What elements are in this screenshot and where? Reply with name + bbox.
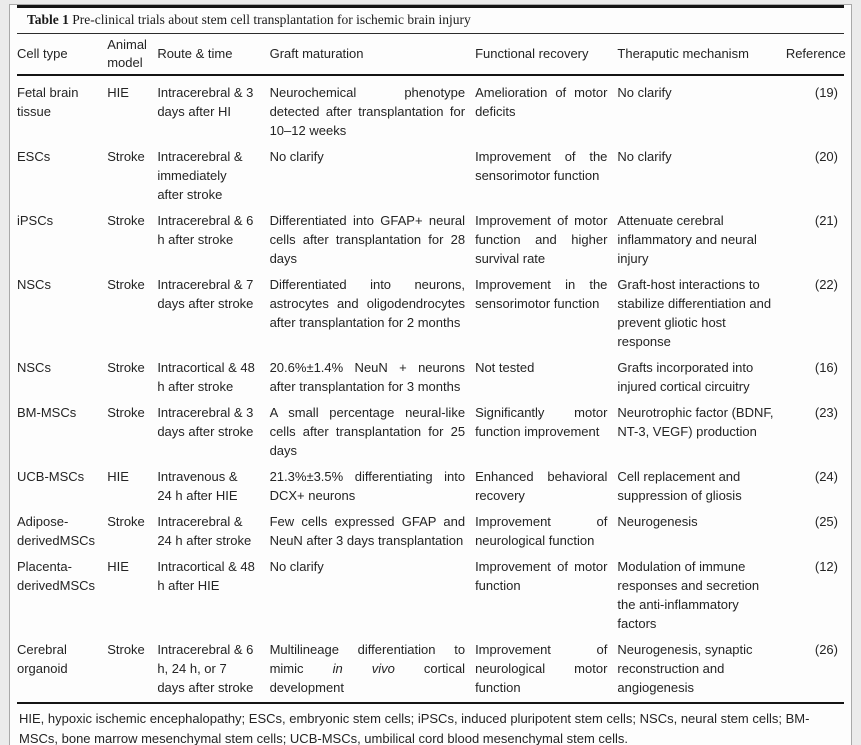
therapeutic-mechanism-cell: Graft-host interactions to stabilize differentiation and prevent gliotic host response [617, 277, 772, 349]
graft-maturation-cell: Neurochemical phenotype detected after transplantation for 10–12 weeks [269, 85, 466, 138]
animal-model-cell: HIE [107, 85, 129, 100]
therapeutic-mechanism-cell: Grafts incorporated into injured cortical circuitry [617, 360, 754, 394]
route-time-cell: Intracortical & 48 h after stroke [157, 360, 255, 394]
table-number: Table 1 [27, 12, 69, 27]
table-row [17, 204, 844, 268]
table-row [17, 505, 844, 550]
therapeutic-mechanism-cell: Neurotrophic factor (BDNF, NT-3, VEGF) production [617, 405, 774, 439]
table-header [17, 34, 844, 75]
column-header-reference: Reference [786, 34, 844, 75]
cell-type-cell: NSCs [17, 277, 51, 292]
functional-recovery-cell: Not tested [475, 360, 535, 375]
graft-maturation-cell: Differentiated into GFAP+ neural cells after transplantation for 28 days [269, 213, 466, 266]
therapeutic-mechanism-cell: Neurogenesis [617, 514, 698, 529]
route-time-cell: Intracerebral & immediately after stroke [157, 149, 243, 202]
reference-cell: (26) [814, 642, 838, 657]
reference-cell: (25) [814, 514, 838, 529]
graft-maturation-cell: No clarify [269, 559, 324, 574]
animal-model-cell: Stroke [107, 277, 145, 292]
column-header-route-time: Route & time [157, 34, 269, 75]
cell-type-cell: UCB-MSCs [17, 469, 85, 484]
therapeutic-mechanism-cell: Modulation of immune responses and secretion the anti-inflammatory factors [617, 559, 760, 631]
reference-cell: (22) [814, 277, 838, 292]
functional-recovery-cell: Improvement in the sensorimotor function [475, 277, 608, 311]
therapeutic-mechanism-cell: Cell replacement and suppression of gliosis [617, 469, 742, 503]
column-header-graft-maturation: Graft maturation [270, 34, 475, 75]
table-row [17, 460, 844, 505]
graft-maturation-cell: Multilineage differentiation to mimic in vivo cortical development [269, 642, 466, 695]
header-row [17, 34, 844, 75]
reference-cell: (12) [814, 559, 838, 574]
reference-cell: (20) [814, 149, 838, 164]
cell-type-cell: ESCs [17, 149, 51, 164]
column-header-functional-recovery: Functional recovery [475, 34, 617, 75]
route-time-cell: Intracerebral & 24 h after stroke [157, 514, 252, 548]
cell-type-cell: Adipose-derivedMSCs [17, 514, 96, 548]
animal-model-cell: Stroke [107, 149, 145, 164]
animal-model-cell: Stroke [107, 360, 145, 375]
table-row [17, 140, 844, 204]
table-footnote: HIE, hypoxic ischemic encephalopathy; ESCs, embryonic stem cells; iPSCs, induced pluripotent stem cells; NSCs, neural stem cells; BM-MSCs, bone marrow mesenchymal stem cells; UCB-MSCs, umbilical cord blood mesenchymal stem cells. [19, 711, 810, 745]
table-row [17, 75, 844, 140]
table-row [17, 268, 844, 351]
route-time-cell: Intracerebral & 6 h after stroke [157, 213, 254, 247]
cell-type-cell: iPSCs [17, 213, 54, 228]
functional-recovery-cell: Enhanced behavioral recovery [475, 469, 608, 503]
reference-cell: (16) [814, 360, 838, 375]
functional-recovery-cell: Amelioration of motor deficits [475, 85, 608, 119]
functional-recovery-cell: Improvement of neurological motor function [475, 642, 608, 695]
table-row [17, 633, 844, 703]
column-header-animal-model: Animal model [107, 34, 157, 75]
table-body [17, 75, 844, 703]
therapeutic-mechanism-cell: No clarify [617, 149, 672, 164]
graft-maturation-cell: A small percentage neural-like cells after transplantation for 25 days [269, 405, 466, 458]
cell-type-cell: NSCs [17, 360, 51, 375]
graft-maturation-cell: No clarify [269, 149, 324, 164]
functional-recovery-cell: Significantly motor function improvement [475, 405, 608, 439]
column-header-cell-type: Cell type [17, 34, 107, 75]
cell-type-cell: Placenta-derivedMSCs [17, 559, 96, 593]
trials-table [17, 34, 844, 704]
animal-model-cell: HIE [107, 469, 129, 484]
cell-type-cell: Fetal brain tissue [17, 85, 79, 119]
table-caption [17, 5, 844, 34]
route-time-cell: Intracerebral & 3 days after HI [157, 85, 254, 119]
graft-maturation-cell: 20.6%±1.4% NeuN + neurons after transplantation for 3 months [269, 360, 466, 394]
table-row [17, 351, 844, 396]
route-time-cell: Intracerebral & 7 days after stroke [157, 277, 254, 311]
reference-cell: (19) [814, 85, 838, 100]
therapeutic-mechanism-cell: No clarify [617, 85, 672, 100]
table-row [17, 550, 844, 633]
reference-cell: (24) [814, 469, 838, 484]
functional-recovery-cell: Improvement of the sensorimotor function [475, 149, 608, 183]
cell-type-cell: Cerebral organoid [17, 642, 68, 676]
reference-cell: (21) [814, 213, 838, 228]
graft-maturation-cell: Few cells expressed GFAP and NeuN after 3 days transplantation [269, 514, 466, 548]
graft-maturation-cell: 21.3%±3.5% differentiating into DCX+ neurons [269, 469, 466, 503]
graft-maturation-cell: Differentiated into neurons, astrocytes and oligodendrocytes after transplantation for 2 months [269, 277, 466, 330]
table-title: Pre-clinical trials about stem cell transplantation for ischemic brain injury [72, 12, 471, 27]
animal-model-cell: HIE [107, 559, 129, 574]
therapeutic-mechanism-cell: Neurogenesis, synaptic reconstruction and angiogenesis [617, 642, 753, 695]
functional-recovery-cell: Improvement of motor function and higher survival rate [475, 213, 608, 266]
route-time-cell: Intracerebral & 3 days after stroke [157, 405, 254, 439]
route-time-cell: Intravenous & 24 h after HIE [157, 469, 238, 503]
route-time-cell: Intracerebral & 6 h, 24 h, or 7 days after stroke [157, 642, 254, 695]
route-time-cell: Intracortical & 48 h after HIE [157, 559, 255, 593]
animal-model-cell: Stroke [107, 405, 145, 420]
animal-model-cell: Stroke [107, 213, 145, 228]
table-row [17, 396, 844, 460]
functional-recovery-cell: Improvement of motor function [475, 559, 608, 593]
cell-type-cell: BM-MSCs [17, 405, 77, 420]
functional-recovery-cell: Improvement of neurological function [475, 514, 608, 548]
table-panel [9, 4, 852, 745]
therapeutic-mechanism-cell: Attenuate cerebral inflammatory and neural injury [617, 213, 757, 266]
animal-model-cell: Stroke [107, 642, 145, 657]
reference-cell: (23) [814, 405, 838, 420]
animal-model-cell: Stroke [107, 514, 145, 529]
column-header-therapeutic-mechanism: Theraputic mechanism [617, 34, 785, 75]
